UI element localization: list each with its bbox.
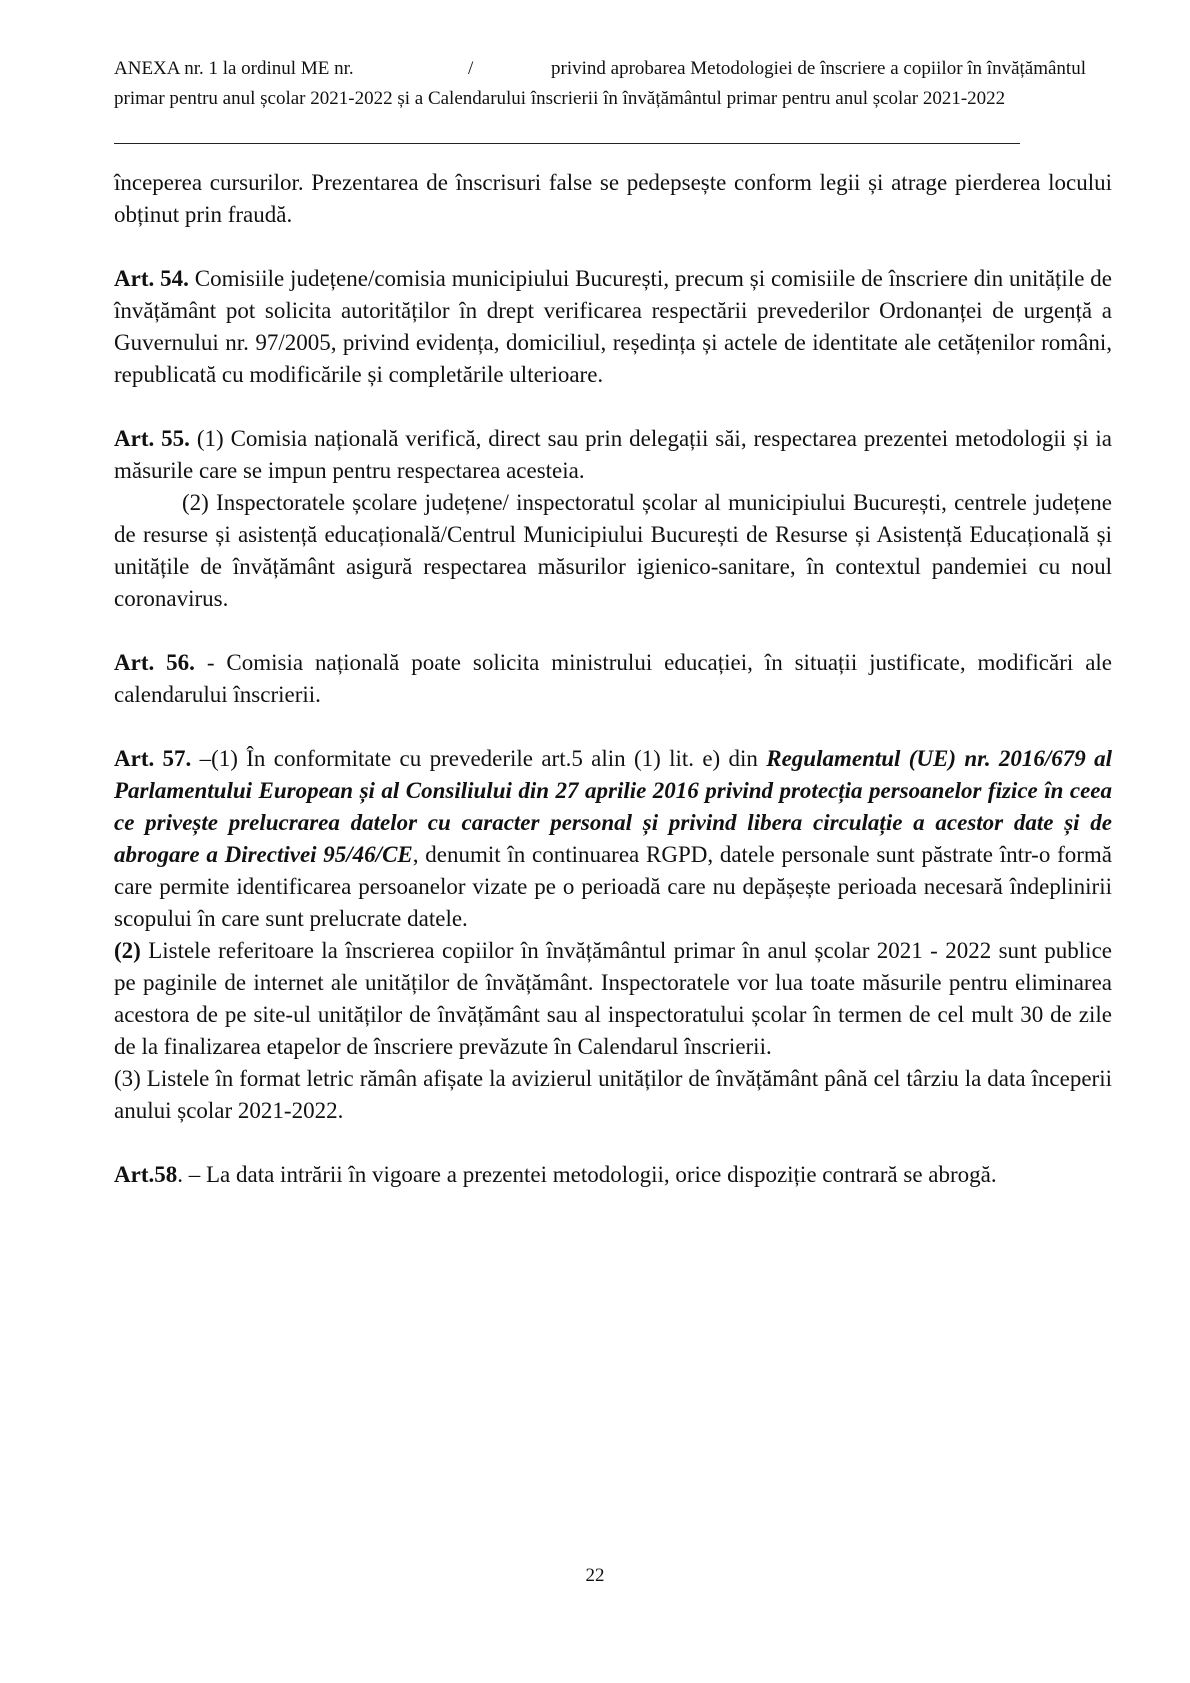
- paragraph-intro: începerea cursurilor. Prezentarea de înscrisuri false se pedepsește conform legii și atrage pierderea locului obținut prin fraudă.: [114, 170, 1112, 227]
- article-57-regulation-title: Regulamentul (UE) nr. 2016/679 al Parlamentului European și al Consiliului din 27 aprilie 2016 privind protecția persoanelor fizice în ceea ce privește prelucrarea datelor cu caracter personal și privind libera circulație a acestor date și de abrogare a Directivei 95/46/CE: [114, 746, 1112, 867]
- article-55-paragraph-1: [114, 423, 1112, 487]
- header-annex-reference: ANEXA nr. 1 la ordinul ME nr.: [114, 58, 354, 79]
- header-order-separator: /: [468, 58, 474, 79]
- article-54: [114, 263, 1112, 391]
- spacer: [114, 711, 1112, 743]
- article-57-paragraph-2: [114, 935, 1112, 1063]
- article-54-label: Art. 54.: [114, 266, 189, 291]
- article-57-label: Art. 57.: [114, 746, 192, 771]
- article-58: [114, 1159, 1112, 1191]
- spacer: [114, 391, 1112, 423]
- article-57-paragraph-3: (3) Listele în format letric rămân afișate la avizierul unităților de învățământ până cel târziu la data începerii anului școlar 2021-2022.: [114, 1066, 1112, 1123]
- article-57-paragraph-1: [114, 743, 1112, 935]
- article-58-text: . – La data intrării în vigoare a prezentei metodologii, orice dispoziție contrară se abrogă.: [177, 1162, 997, 1187]
- article-56-text: - Comisia națională poate solicita ministrului educației, în situații justificate, modificări ale calendarului înscrierii.: [114, 650, 1113, 707]
- article-57-p2-text: Listele referitoare la înscrierea copiilor în învățământul primar în anul școlar 2021 - 2022 sunt publice pe paginile de internet ale unităților de învățământ. Inspectoratele vor lua toate măsurile pentru eliminarea acestora de pe site-ul unităților de învățământ sau al inspectoratului școlar în termen de cel mult 30 de zile de la finalizarea etapelor de înscriere prevăzute în Calendarul înscrierii.: [114, 938, 1112, 1059]
- page-number: 22: [585, 1565, 605, 1586]
- header-line-1: [114, 54, 1114, 84]
- article-54-text: Comisiile județene/comisia municipiului București, precum și comisiile de înscriere din unitățile de învățământ pot solicita autorităților în drept verificarea respectării prevederilor Ordonanței de urgență a Guvernului nr. 97/2005, privind evidența, domiciliul, reședința și actele de identitate ale cetățenilor români, republicată cu modificările și completările ulterioare.: [114, 266, 1112, 387]
- article-56-label: Art. 56.: [114, 650, 195, 675]
- article-57-p1-tail: , denumit în continuarea RGPD, datele personale sunt păstrate într-o formă care permite identificarea persoanelor vizate pe o perioadă care nu depășește perioada necesară îndeplinirii scopului în care sunt prelucrate datele.: [114, 842, 1112, 931]
- article-56: [114, 647, 1112, 711]
- article-57-p1-lead: –(1) În conformitate cu prevederile art.5 alin (1) lit. e) din: [191, 746, 767, 771]
- article-58-label: Art.58: [114, 1162, 178, 1187]
- spacer: [114, 1127, 1112, 1159]
- header-subject-start: privind aprobarea Metodologiei de înscriere a copiilor în învățământul: [551, 58, 1086, 79]
- document-body: [114, 167, 1112, 1191]
- document-header: [114, 54, 1114, 114]
- article-55-paragraph-2: (2) Inspectoratele școlare județene/ inspectoratul școlar al municipiului București, centrele județene de resurse și asistență educațională/Centrul Municipiului București de Resurse și Asistență Educațională și unitățile de învățământ asigură respectarea măsurilor igienico-sanitare, în contextul pandemiei cu noul coronavirus.: [114, 490, 1112, 611]
- header-divider: [114, 143, 1020, 144]
- article-55-label: Art. 55.: [114, 426, 190, 451]
- article-57-p2-label: (2): [114, 938, 141, 963]
- article-55-p1-text: (1) Comisia națională verifică, direct sau prin delegații săi, respectarea prezentei metodologii și ia măsurile care se impun pentru respectarea acesteia.: [114, 426, 1112, 483]
- spacer: [114, 615, 1112, 647]
- spacer: [114, 231, 1112, 263]
- header-line-2: primar pentru anul școlar 2021-2022 și a Calendarului înscrierii în învățământul primar pentru anul școlar 2021-2022: [114, 88, 1006, 109]
